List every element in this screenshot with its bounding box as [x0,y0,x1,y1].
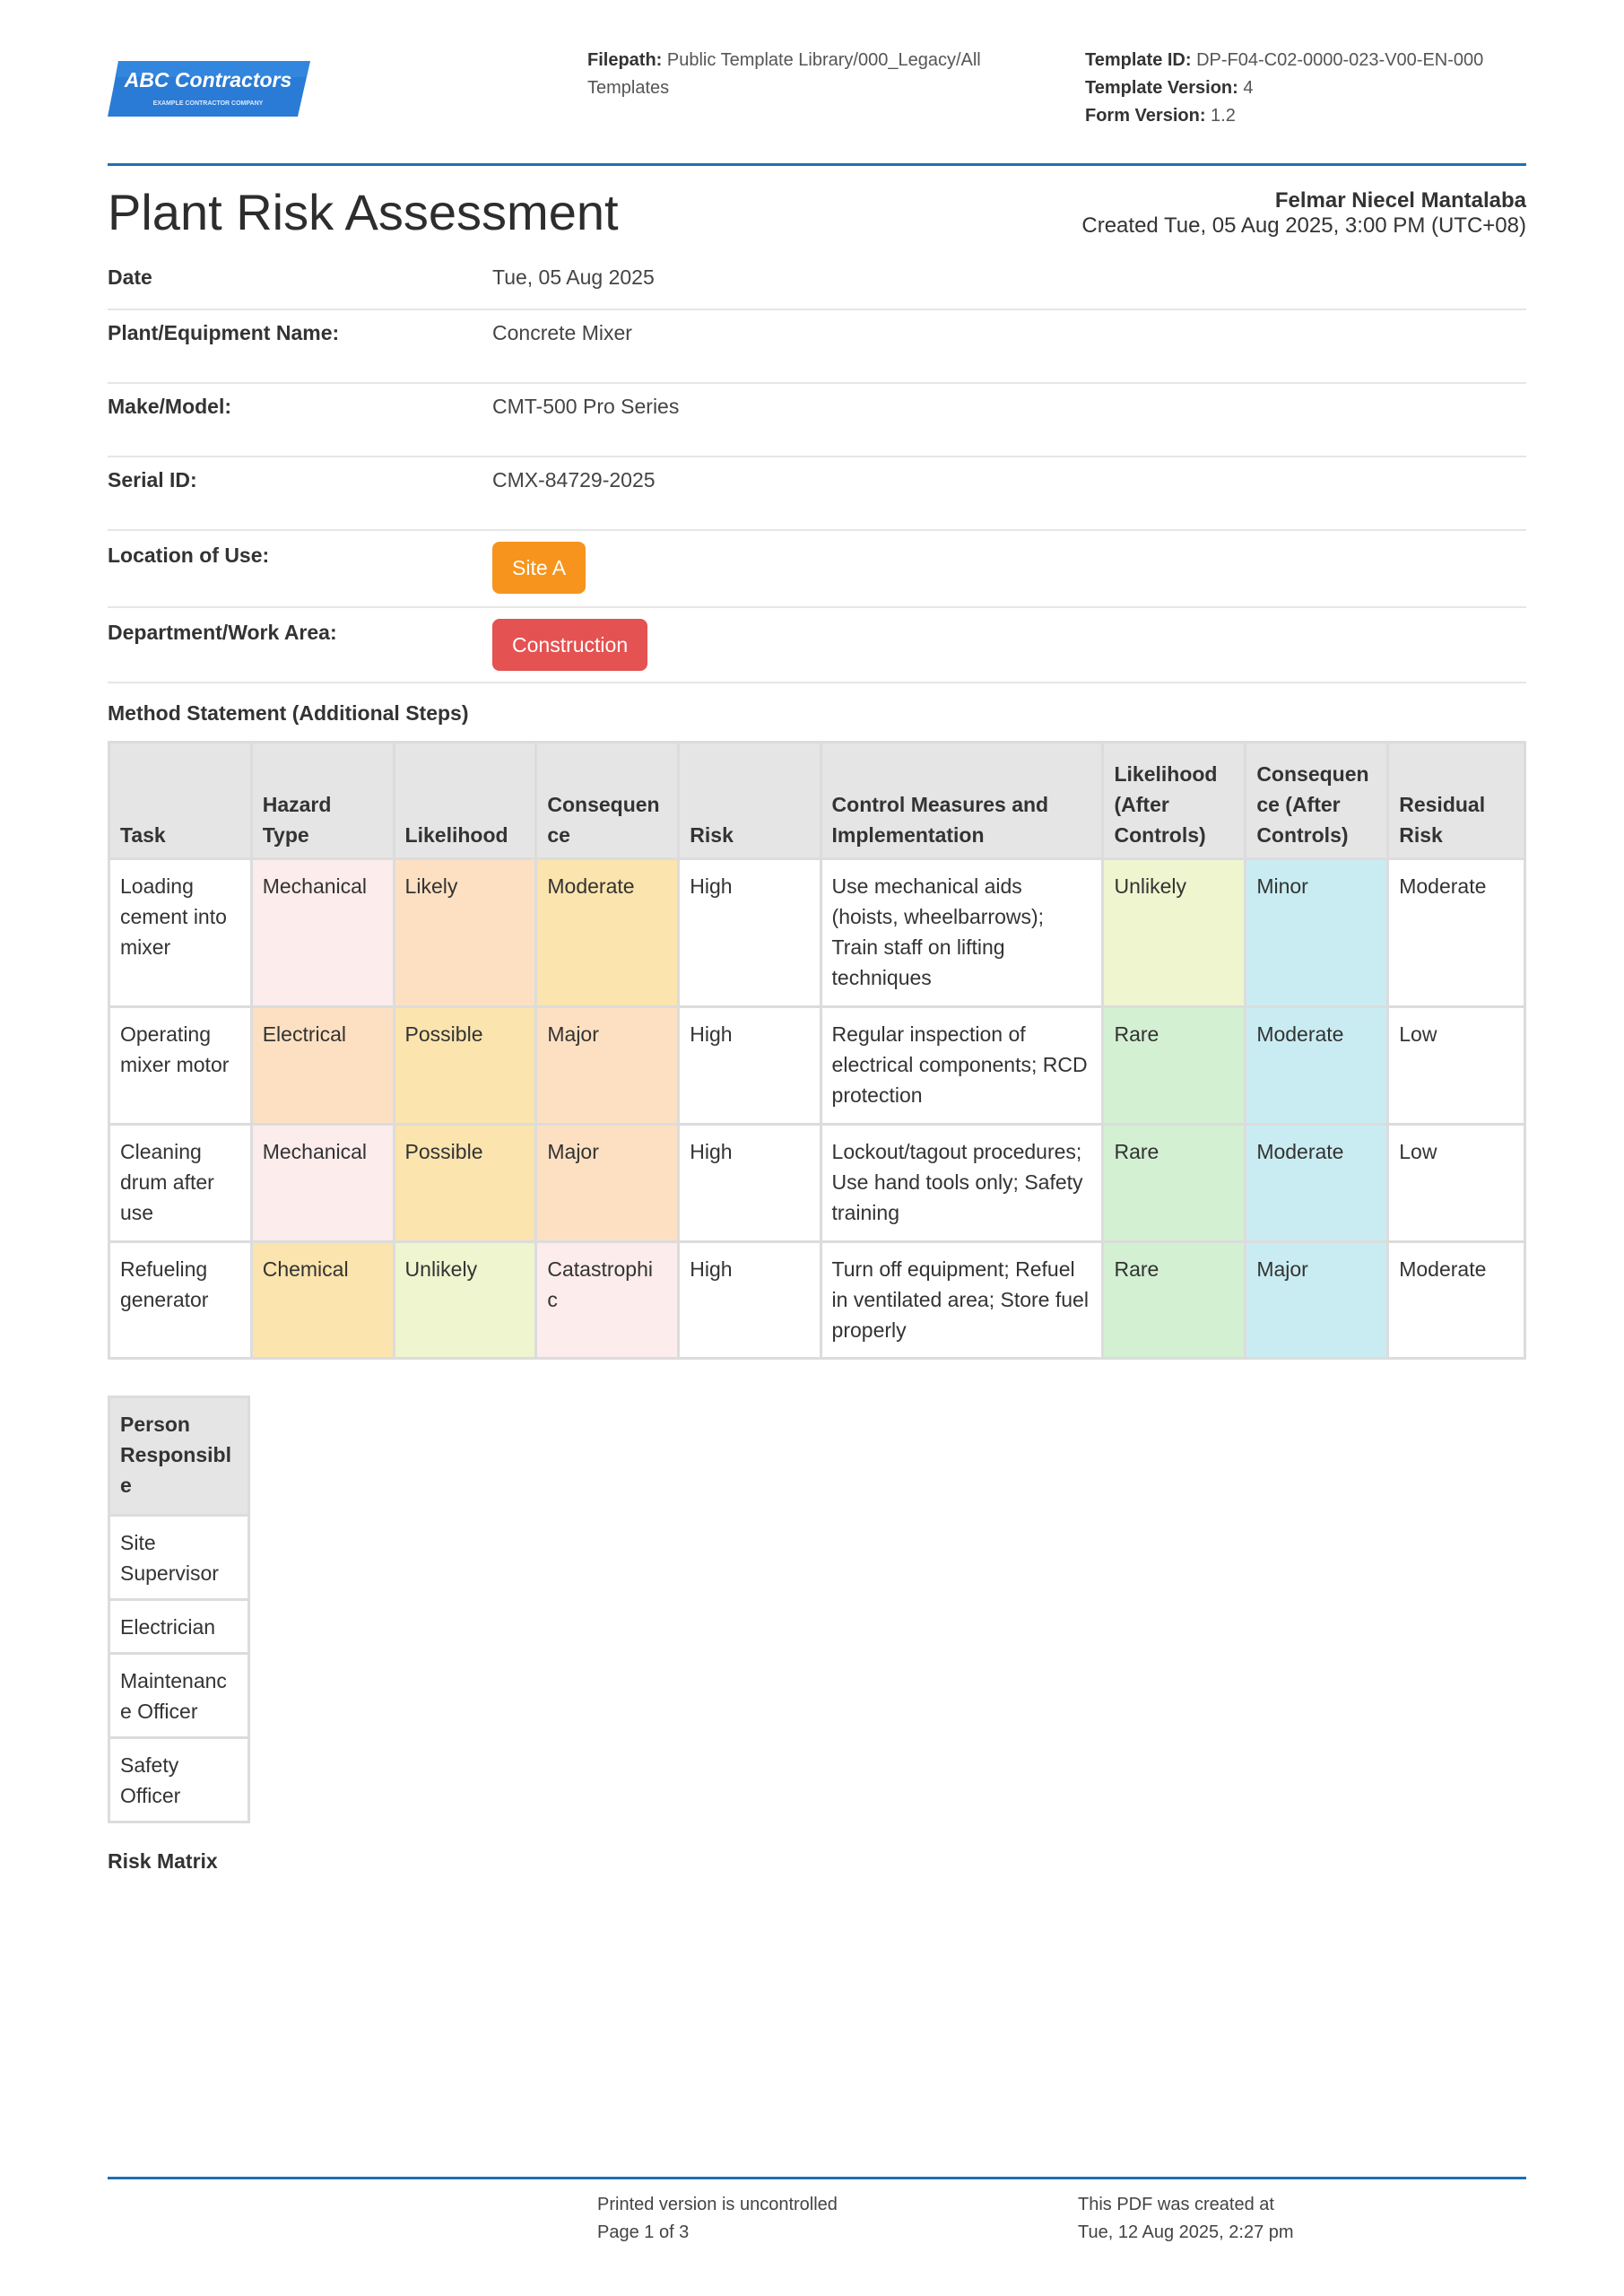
cell-risk: High [679,859,821,1007]
assessment-fields [108,255,1526,683]
header-person-responsible: Person Responsibl e [109,1397,249,1516]
cell-hazard-type: Mechanical [251,859,394,1007]
table-row [109,1125,1525,1242]
field-row-make [108,384,1526,457]
field-row-location [108,531,1526,608]
cell-risk: High [679,1242,821,1359]
logo-company-text: ABC Contractors [124,68,292,91]
cell-likelihood: Possible [394,1125,536,1242]
cell-task: Operating mixer motor [109,1007,252,1125]
person-cell: Safety Officer [109,1738,249,1822]
cell-consequence: Catastrophi c [536,1242,679,1359]
department-label: Department/Work Area: [108,621,337,644]
person-cell: Maintenanc e Officer [109,1654,249,1738]
date-label: Date [108,265,152,289]
plant-name-label: Plant/Equipment Name: [108,321,340,344]
company-logo [108,59,310,118]
header-residual-risk: Residual Risk [1388,743,1525,859]
field-row-serial [108,457,1526,531]
person-cell: Electrician [109,1600,249,1654]
cell-consequence: Moderate [536,859,679,1007]
cell-task: Loading cement into mixer [109,859,252,1007]
header-risk: Risk [679,743,821,859]
pdf-created-value: Tue, 12 Aug 2025, 2:27 pm [1078,2222,1294,2242]
page-number: Page 1 of 3 [597,2222,690,2242]
cell-hazard-type: Electrical [251,1007,394,1125]
serial-id-value: CMX-84729-2025 [492,468,656,491]
cell-hazard-type: Chemical [251,1242,394,1359]
footer-print-info [597,2191,838,2247]
cell-likelihood-after: Rare [1103,1125,1246,1242]
cell-control-measures: Turn off equipment; Refuel in ventilated area; Store fuel properly [821,1242,1103,1359]
template-version-value: 4 [1243,78,1254,98]
method-statement-label: Method Statement (Additional Steps) [108,701,469,725]
method-table-header-row [109,743,1525,859]
field-row-plant [108,310,1526,384]
table-row [109,859,1525,1007]
make-model-label: Make/Model: [108,395,232,418]
filepath-label: Filepath: [587,50,663,70]
cell-hazard-type: Mechanical [251,1125,394,1242]
cell-risk: High [679,1007,821,1125]
form-version-line [1085,102,1526,130]
cell-likelihood: Possible [394,1007,536,1125]
logo-tagline-text: EXAMPLE CONTRACTOR COMPANY [152,100,264,107]
cell-control-measures: Regular inspection of electrical components; RCD protection [821,1007,1103,1125]
header-likelihood: Likelihood [394,743,536,859]
make-model-value: CMT-500 Pro Series [492,395,680,418]
template-id-label: Template ID: [1085,50,1192,70]
cell-likelihood: Unlikely [394,1242,536,1359]
table-row [109,1242,1525,1359]
serial-id-label: Serial ID: [108,468,197,491]
field-row-department [108,608,1526,683]
page-title: Plant Risk Assessment [108,184,619,240]
cell-likelihood-after: Rare [1103,1242,1246,1359]
table-row [109,1654,249,1738]
header-consequence-after: Consequen ce (After Controls) [1246,743,1388,859]
header-control-measures: Control Measures and Implementation [821,743,1103,859]
method-statement-table [108,741,1526,1360]
uncontrolled-notice: Printed version is uncontrolled [597,2195,838,2214]
cell-task: Refueling generator [109,1242,252,1359]
template-version-line [1085,74,1526,102]
field-row-date [108,255,1526,310]
filepath-meta [587,47,1036,102]
cell-likelihood-after: Rare [1103,1007,1246,1125]
department-badge: Construction [492,619,647,671]
author-name: Felmar Niecel Mantalaba [1274,188,1526,213]
location-badge: Site A [492,542,586,594]
form-version-value: 1.2 [1211,106,1236,126]
form-version-label: Form Version: [1085,106,1206,126]
table-row [109,1600,249,1654]
cell-consequence: Major [536,1125,679,1242]
header-task: Task [109,743,252,859]
template-id-line [1085,47,1526,74]
cell-control-measures: Lockout/tagout procedures; Use hand tools only; Safety training [821,1125,1103,1242]
cell-likelihood: Likely [394,859,536,1007]
cell-consequence-after: Minor [1246,859,1388,1007]
created-timestamp: Created Tue, 05 Aug 2025, 3:00 PM (UTC+08) [1081,213,1526,238]
document-page [108,0,1526,2296]
pdf-created-label: This PDF was created at [1078,2195,1274,2214]
cell-residual-risk: Moderate [1388,859,1525,1007]
person-responsible-table [108,1396,250,1823]
table-row [109,1007,1525,1125]
date-value: Tue, 05 Aug 2025 [492,265,655,289]
cell-risk: High [679,1125,821,1242]
header-hazard-type: Hazard Type [251,743,394,859]
person-responsible-header-row [109,1397,249,1516]
cell-consequence-after: Moderate [1246,1125,1388,1242]
risk-matrix-label: Risk Matrix [108,1849,218,1873]
cell-consequence: Major [536,1007,679,1125]
template-version-label: Template Version: [1085,78,1238,98]
template-meta [1085,47,1526,130]
cell-control-measures: Use mechanical aids (hoists, wheelbarrows); Train staff on lifting techniques [821,859,1103,1007]
document-header [108,0,1526,166]
person-cell: Site Supervisor [109,1516,249,1600]
cell-likelihood-after: Unlikely [1103,859,1246,1007]
header-likelihood-after: Likelihood (After Controls) [1103,743,1246,859]
plant-name-value: Concrete Mixer [492,321,632,344]
template-id-value: DP-F04-C02-0000-023-V00-EN-000 [1196,50,1484,70]
table-row [109,1738,249,1822]
cell-residual-risk: Low [1388,1007,1525,1125]
cell-residual-risk: Low [1388,1125,1525,1242]
footer-divider [108,2177,1526,2179]
filepath-value: Public Template Library/000_Legacy/All Templates [587,50,981,98]
author-info [1081,188,1526,239]
footer-created-info [1078,2191,1294,2247]
cell-consequence-after: Major [1246,1242,1388,1359]
cell-consequence-after: Moderate [1246,1007,1388,1125]
location-label: Location of Use: [108,544,270,567]
header-consequence: Consequen ce [536,743,679,859]
table-row [109,1516,249,1600]
cell-residual-risk: Moderate [1388,1242,1525,1359]
cell-task: Cleaning drum after use [109,1125,252,1242]
